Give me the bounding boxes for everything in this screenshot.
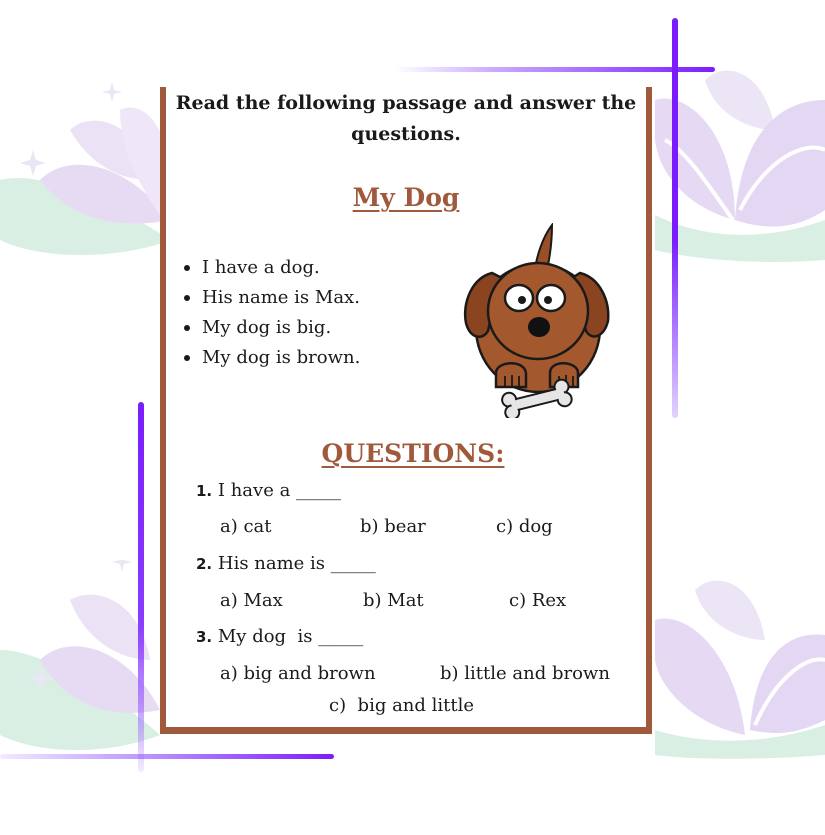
bullet-icon <box>184 295 190 301</box>
question-2-option-c[interactable]: c) Rex <box>509 590 567 611</box>
purple-accent-line-top-horizontal <box>395 67 715 72</box>
purple-accent-line-bottom-horizontal <box>0 754 334 759</box>
instructions-line-2: questions. <box>351 123 461 145</box>
lotus-decoration-bottom-right <box>655 560 825 760</box>
question-2-option-a[interactable]: a) Max <box>220 590 283 611</box>
passage-item <box>180 343 360 373</box>
lotus-decoration-top-right <box>655 60 825 265</box>
instructions-text <box>166 87 646 150</box>
passage-item-text: His name is Max. <box>202 287 360 308</box>
worksheet-card <box>160 87 652 734</box>
instructions-line-1: Read the following passage and answer the <box>175 92 637 114</box>
bullet-icon <box>184 325 190 331</box>
purple-accent-line-bottom-vertical <box>138 402 144 772</box>
question-number: 2. <box>196 555 213 573</box>
passage-item-text: I have a dog. <box>202 257 320 278</box>
question-1-option-c[interactable]: c) dog <box>496 516 553 537</box>
passage-item-text: My dog is brown. <box>202 347 361 368</box>
questions-heading: QUESTIONS: <box>321 439 505 468</box>
passage-title: My Dog <box>352 183 460 212</box>
passage-item <box>180 313 360 343</box>
question-3-option-b[interactable]: b) little and brown <box>440 663 610 684</box>
question-2-option-b[interactable]: b) Mat <box>363 590 424 611</box>
passage-item <box>180 253 360 283</box>
question-text: His name is _____ <box>217 553 376 574</box>
question-1-option-b[interactable]: b) bear <box>360 516 426 537</box>
question-number: 1. <box>196 482 213 500</box>
question-text: My dog is _____ <box>217 626 364 647</box>
question-3 <box>196 625 363 649</box>
cartoon-dog-icon <box>462 223 612 418</box>
passage-list <box>180 253 360 373</box>
bullet-icon <box>184 355 190 361</box>
bullet-icon <box>184 265 190 271</box>
lotus-decoration-top-left <box>0 70 170 270</box>
question-text: I have a _____ <box>217 480 342 501</box>
question-3-option-c[interactable]: c) big and little <box>329 695 475 716</box>
passage-item-text: My dog is big. <box>202 317 332 338</box>
lotus-decoration-bottom-left <box>0 560 160 760</box>
purple-accent-line-top-vertical <box>672 18 678 418</box>
question-1-option-a[interactable]: a) cat <box>220 516 272 537</box>
question-number: 3. <box>196 628 213 646</box>
passage-item <box>180 283 360 313</box>
question-3-option-a[interactable]: a) big and brown <box>220 663 376 684</box>
question-1 <box>196 479 341 503</box>
question-2 <box>196 552 376 576</box>
